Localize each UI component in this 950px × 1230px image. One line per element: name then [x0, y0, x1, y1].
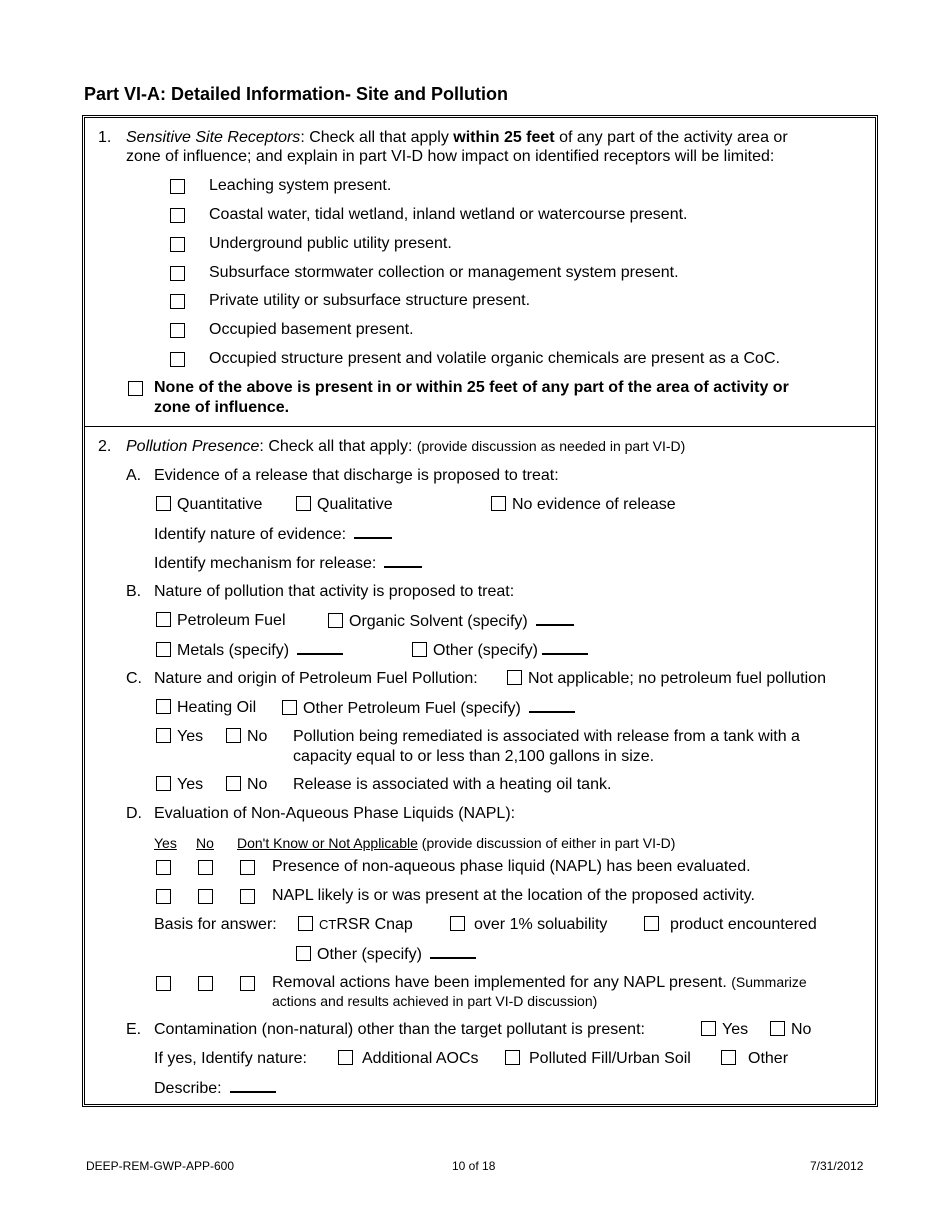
checkbox-not-applicable[interactable] — [507, 670, 522, 685]
checkbox-tank-no[interactable] — [226, 728, 241, 743]
checkbox-removal-yes[interactable] — [156, 976, 171, 991]
checkbox-metals[interactable] — [156, 642, 171, 657]
heating-tank-no[interactable] — [226, 776, 267, 794]
option-other-petroleum-fuel[interactable] — [282, 699, 575, 718]
napl-present-label: NAPL likely is or was present at the location of the proposed activity. — [272, 887, 755, 904]
label-solubility: over 1% soluability — [474, 916, 608, 933]
section1-intro — [126, 129, 788, 147]
checkbox-additional-aocs[interactable] — [338, 1050, 353, 1065]
checkbox-coastal-water[interactable] — [170, 208, 185, 223]
checkbox-petroleum-fuel[interactable] — [156, 612, 171, 627]
other-pollution-field[interactable] — [542, 641, 588, 655]
checkbox-private-utility[interactable] — [170, 294, 185, 309]
receptor-label: Coastal water, tidal wetland, inland wetland or watercourse present. — [209, 206, 688, 223]
basis-label: Basis for answer: — [154, 916, 277, 933]
label-yes: Yes — [177, 728, 204, 745]
label-organic-solvent: Organic Solvent (specify) — [349, 613, 528, 630]
checkbox-quantitative[interactable] — [156, 496, 171, 511]
receptor-label: Private utility or subsurface structure present. — [209, 292, 531, 309]
label-yes: Yes — [177, 776, 204, 793]
section1-intro-b: of any part of the activity area or — [554, 129, 788, 146]
identify-nature-label: If yes, Identify nature: — [154, 1050, 307, 1067]
label-heating-oil: Heating Oil — [177, 699, 257, 716]
checkbox-heating-oil[interactable] — [156, 699, 171, 714]
checkbox-heating-tank-no[interactable] — [226, 776, 241, 791]
subsection-d-letter: D. — [126, 805, 142, 822]
checkbox-no-evidence[interactable] — [491, 496, 506, 511]
section2-label: Pollution Presence — [126, 438, 260, 455]
option-solubility[interactable] — [450, 916, 607, 934]
label-rsr-cnap: RSR Cnap — [336, 916, 413, 933]
label-no: No — [247, 728, 268, 745]
label-no: No — [791, 1021, 812, 1038]
column-dont-know — [237, 835, 675, 851]
label-qualitative: Qualitative — [317, 496, 393, 513]
checkbox-removal-no[interactable] — [198, 976, 213, 991]
heating-tank-statement: Release is associated with a heating oil tank. — [293, 776, 612, 793]
checkbox-contamination-other[interactable] — [721, 1050, 736, 1065]
napl-evaluated-label: Presence of non-aqueous phase liquid (NAPL) has been evaluated. — [272, 858, 751, 875]
subsection-b-heading: Nature of pollution that activity is proposed to treat: — [154, 583, 515, 600]
label-quantitative: Quantitative — [177, 496, 263, 513]
checkbox-napl-present-yes[interactable] — [156, 889, 171, 904]
checkbox-napl-evaluated-yes[interactable] — [156, 860, 171, 875]
checkbox-napl-evaluated-no[interactable] — [198, 860, 213, 875]
checkbox-leaching-system[interactable] — [170, 179, 185, 194]
column-note: (provide discussion of either in part VI-D) — [417, 835, 676, 851]
checkbox-occupied-structure-voc[interactable] — [170, 352, 185, 367]
checkbox-other-pollution[interactable] — [412, 642, 427, 657]
option-polluted-fill[interactable] — [505, 1050, 691, 1068]
label-other-petroleum-fuel: Other Petroleum Fuel (specify) — [303, 700, 521, 717]
describe-field[interactable] — [230, 1079, 276, 1093]
checkbox-underground-utility[interactable] — [170, 237, 185, 252]
basis-other-field[interactable] — [430, 945, 476, 959]
section2-number: 2. — [98, 438, 112, 455]
subsection-e-letter: E. — [126, 1021, 142, 1038]
label-other-pollution: Other (specify) — [433, 642, 538, 659]
footer-form-id: DEEP-REM-GWP-APP-600 — [86, 1159, 235, 1173]
describe — [154, 1079, 276, 1098]
option-other-pollution[interactable] — [412, 641, 588, 660]
section2-intro — [126, 438, 685, 456]
checkbox-organic-solvent[interactable] — [328, 613, 343, 628]
tank-no[interactable] — [226, 728, 267, 746]
tank-statement-line2: capacity equal to or less than 2,100 gallons in size. — [293, 748, 655, 765]
section1-intro-line2: zone of influence; and explain in part VI-D how impact on identified receptors will be limited: — [126, 148, 775, 165]
mechanism-field[interactable] — [384, 554, 422, 568]
subsection-b-letter: B. — [126, 583, 142, 600]
option-no-evidence[interactable] — [491, 496, 676, 514]
section1-intro-a: : Check all that apply — [300, 129, 454, 146]
checkbox-ctrsr-cnap[interactable] — [298, 916, 313, 931]
label-contamination-other: Other — [748, 1050, 789, 1067]
receptor-label: Occupied basement present. — [209, 321, 414, 338]
checkbox-solubility[interactable] — [450, 916, 465, 931]
describe-label: Describe: — [154, 1080, 222, 1097]
checkbox-napl-present-no[interactable] — [198, 889, 213, 904]
checkbox-tank-yes[interactable] — [156, 728, 171, 743]
option-heating-oil[interactable] — [156, 699, 256, 717]
nature-of-evidence-field[interactable] — [354, 525, 392, 539]
checkbox-stormwater-system[interactable] — [170, 266, 185, 281]
checkbox-none-of-above[interactable] — [128, 381, 143, 396]
contamination-yes[interactable] — [701, 1021, 748, 1039]
option-additional-aocs[interactable] — [338, 1050, 479, 1068]
mechanism-for-release — [154, 554, 422, 573]
checkbox-napl-present-dk[interactable] — [240, 889, 255, 904]
checkbox-polluted-fill[interactable] — [505, 1050, 520, 1065]
metals-field[interactable] — [297, 641, 343, 655]
receptor-label: Subsurface stormwater collection or management system present. — [209, 264, 679, 281]
label-product-encountered: product encountered — [670, 916, 817, 933]
tank-yes[interactable] — [156, 728, 203, 746]
option-product-encountered[interactable] — [644, 916, 817, 934]
section1-label: Sensitive Site Receptors — [126, 129, 301, 146]
removal-note1: (Summarize — [731, 974, 807, 990]
option-contamination-other[interactable] — [721, 1050, 788, 1068]
label-polluted-fill: Polluted Fill/Urban Soil — [529, 1050, 691, 1067]
subsection-c-heading: Nature and origin of Petroleum Fuel Pollution: — [154, 670, 478, 687]
none-of-above-line2: zone of influence. — [154, 399, 290, 416]
subsection-d-heading: Evaluation of Non-Aqueous Phase Liquids (NAPL): — [154, 805, 516, 822]
option-qualitative[interactable] — [296, 496, 393, 514]
column-no: No — [196, 835, 214, 851]
label-no: No — [247, 776, 268, 793]
contamination-no[interactable] — [770, 1021, 811, 1039]
option-not-applicable[interactable] — [507, 670, 826, 688]
receptor-label: Occupied structure present and volatile organic chemicals are present as a CoC. — [209, 350, 780, 367]
nature-of-evidence — [154, 525, 392, 544]
option-organic-solvent[interactable] — [328, 612, 574, 631]
none-of-above-line1: None of the above is present in or within 25 feet of any part of the area of activity or — [154, 379, 789, 396]
checkbox-qualitative[interactable] — [296, 496, 311, 511]
checkbox-product-encountered[interactable] — [644, 916, 659, 931]
removal-text: Removal actions have been implemented for any NAPL present. — [272, 974, 732, 991]
checkbox-occupied-basement[interactable] — [170, 323, 185, 338]
checkbox-removal-dk[interactable] — [240, 976, 255, 991]
tank-statement-line1: Pollution being remediated is associated with release from a tank with a — [293, 728, 800, 745]
other-petroleum-fuel-field[interactable] — [529, 699, 575, 713]
option-ctrsr-cnap[interactable] — [298, 916, 413, 934]
option-petroleum-fuel[interactable] — [156, 612, 286, 630]
section-divider — [84, 426, 876, 427]
subsection-c-letter: C. — [126, 670, 142, 687]
footer-date: 7/31/2012 — [810, 1159, 864, 1173]
removal-statement — [272, 974, 807, 992]
label-petroleum-fuel: Petroleum Fuel — [177, 612, 286, 629]
subsection-a-heading: Evidence of a release that discharge is proposed to treat: — [154, 467, 559, 484]
organic-solvent-field[interactable] — [536, 612, 574, 626]
label-basis-other: Other (specify) — [317, 946, 422, 963]
heating-tank-yes[interactable] — [156, 776, 203, 794]
checkbox-contamination-no[interactable] — [770, 1021, 785, 1036]
section1-intro-bold: within 25 feet — [453, 129, 555, 146]
checkbox-heating-tank-yes[interactable] — [156, 776, 171, 791]
receptor-label: Underground public utility present. — [209, 235, 452, 252]
removal-note2: actions and results achieved in part VI-D discussion) — [272, 993, 598, 1009]
section2-intro-text: : Check all that apply: — [259, 438, 417, 455]
option-quantitative[interactable] — [156, 496, 262, 514]
footer-page-number: 10 of 18 — [452, 1159, 496, 1173]
checkbox-napl-evaluated-dk[interactable] — [240, 860, 255, 875]
option-basis-other[interactable] — [296, 945, 476, 964]
label-yes: Yes — [722, 1021, 749, 1038]
subsection-e-heading: Contamination (non-natural) other than the target pollutant is present: — [154, 1021, 645, 1038]
page-title: Part VI-A: Detailed Information- Site and Pollution — [84, 84, 509, 104]
checkbox-basis-other[interactable] — [296, 946, 311, 961]
section1-number: 1. — [98, 129, 112, 146]
nature-of-evidence-label: Identify nature of evidence: — [154, 526, 347, 543]
label-no-evidence: No evidence of release — [512, 496, 676, 513]
label-not-applicable: Not applicable; no petroleum fuel pollution — [528, 670, 826, 687]
checkbox-other-petroleum-fuel[interactable] — [282, 700, 297, 715]
mechanism-label: Identify mechanism for release: — [154, 555, 377, 572]
column-dont-know-label: Don't Know or Not Applicable — [237, 835, 418, 851]
receptor-label: Leaching system present. — [209, 177, 392, 194]
label-ct: CT — [319, 917, 337, 932]
subsection-a-letter: A. — [126, 467, 142, 484]
label-metals: Metals (specify) — [177, 642, 290, 659]
checkbox-contamination-yes[interactable] — [701, 1021, 716, 1036]
label-additional-aocs: Additional AOCs — [362, 1050, 479, 1067]
section2-intro-note: (provide discussion as needed in part VI-D) — [416, 438, 686, 454]
column-yes: Yes — [154, 835, 177, 851]
option-metals[interactable] — [156, 641, 343, 660]
